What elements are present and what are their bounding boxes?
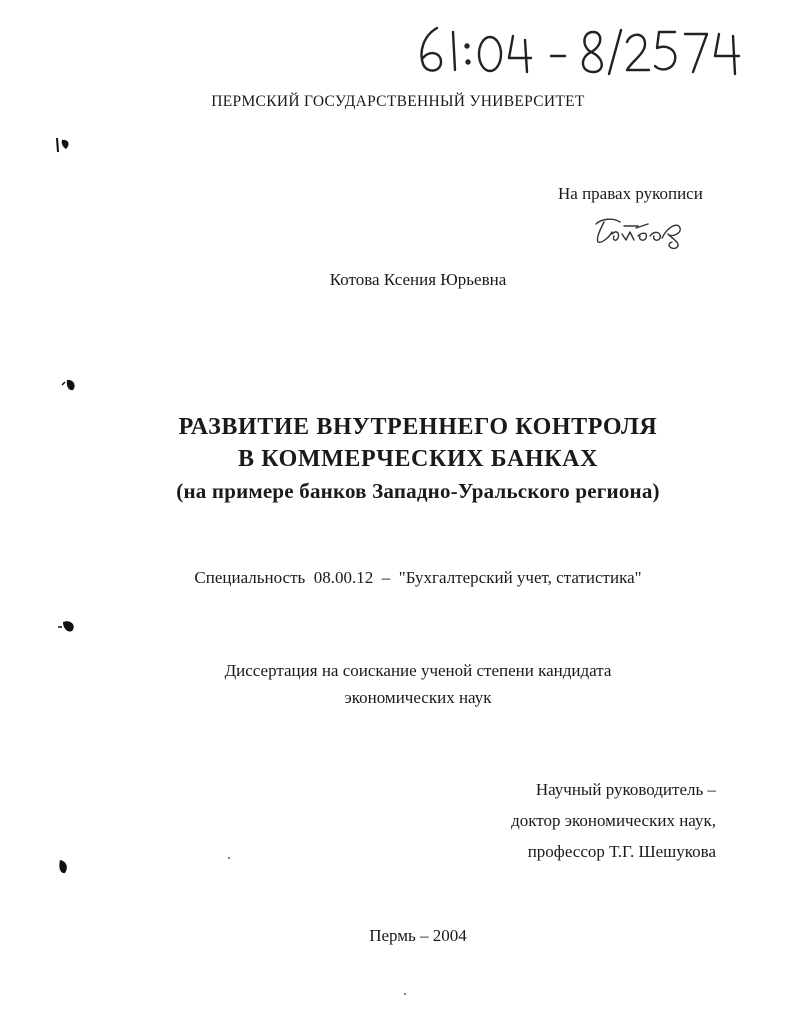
specialty: Специальность 08.00.12 – "Бухгалтерский учет, статистика"	[194, 568, 642, 587]
scan-speck	[404, 993, 406, 995]
author-name: Котова Ксения Юрьевна	[329, 270, 507, 289]
title-line-2: В КОММЕРЧЕСКИХ БАНКАХ	[237, 446, 599, 472]
manuscript-rights-label: На правах рукописи	[558, 184, 703, 203]
degree-line-1: Диссертация на соискание ученой степени кандидата	[224, 661, 612, 680]
handwritten-archive-code	[405, 18, 745, 78]
supervisor-line-1: Научный руководитель –	[535, 780, 716, 799]
scan-mark	[54, 136, 72, 154]
degree-statement	[0, 657, 796, 711]
title-line-1: РАЗВИТИЕ ВНУТРЕННЕГО КОНТРОЛЯ	[178, 414, 658, 440]
signature	[590, 214, 700, 250]
scan-speck	[228, 857, 230, 859]
scan-mark	[56, 618, 78, 634]
title-subtitle: (на примере банков Западно-Уральского региона)	[176, 479, 660, 503]
university-name: ПЕРМСКИЙ ГОСУДАРСТВЕННЫЙ УНИВЕРСИТЕТ	[211, 93, 585, 110]
place-and-year: Пермь – 2004	[369, 926, 467, 945]
supervisor-line-2: доктор экономических наук,	[511, 811, 716, 830]
scan-mark	[60, 377, 78, 393]
supervisor-block	[440, 774, 716, 867]
supervisor-line-3: профессор Т.Г. Шешукова	[527, 842, 716, 861]
scan-mark	[54, 858, 72, 876]
degree-line-2: экономических наук	[344, 688, 492, 707]
dissertation-title	[0, 411, 796, 507]
